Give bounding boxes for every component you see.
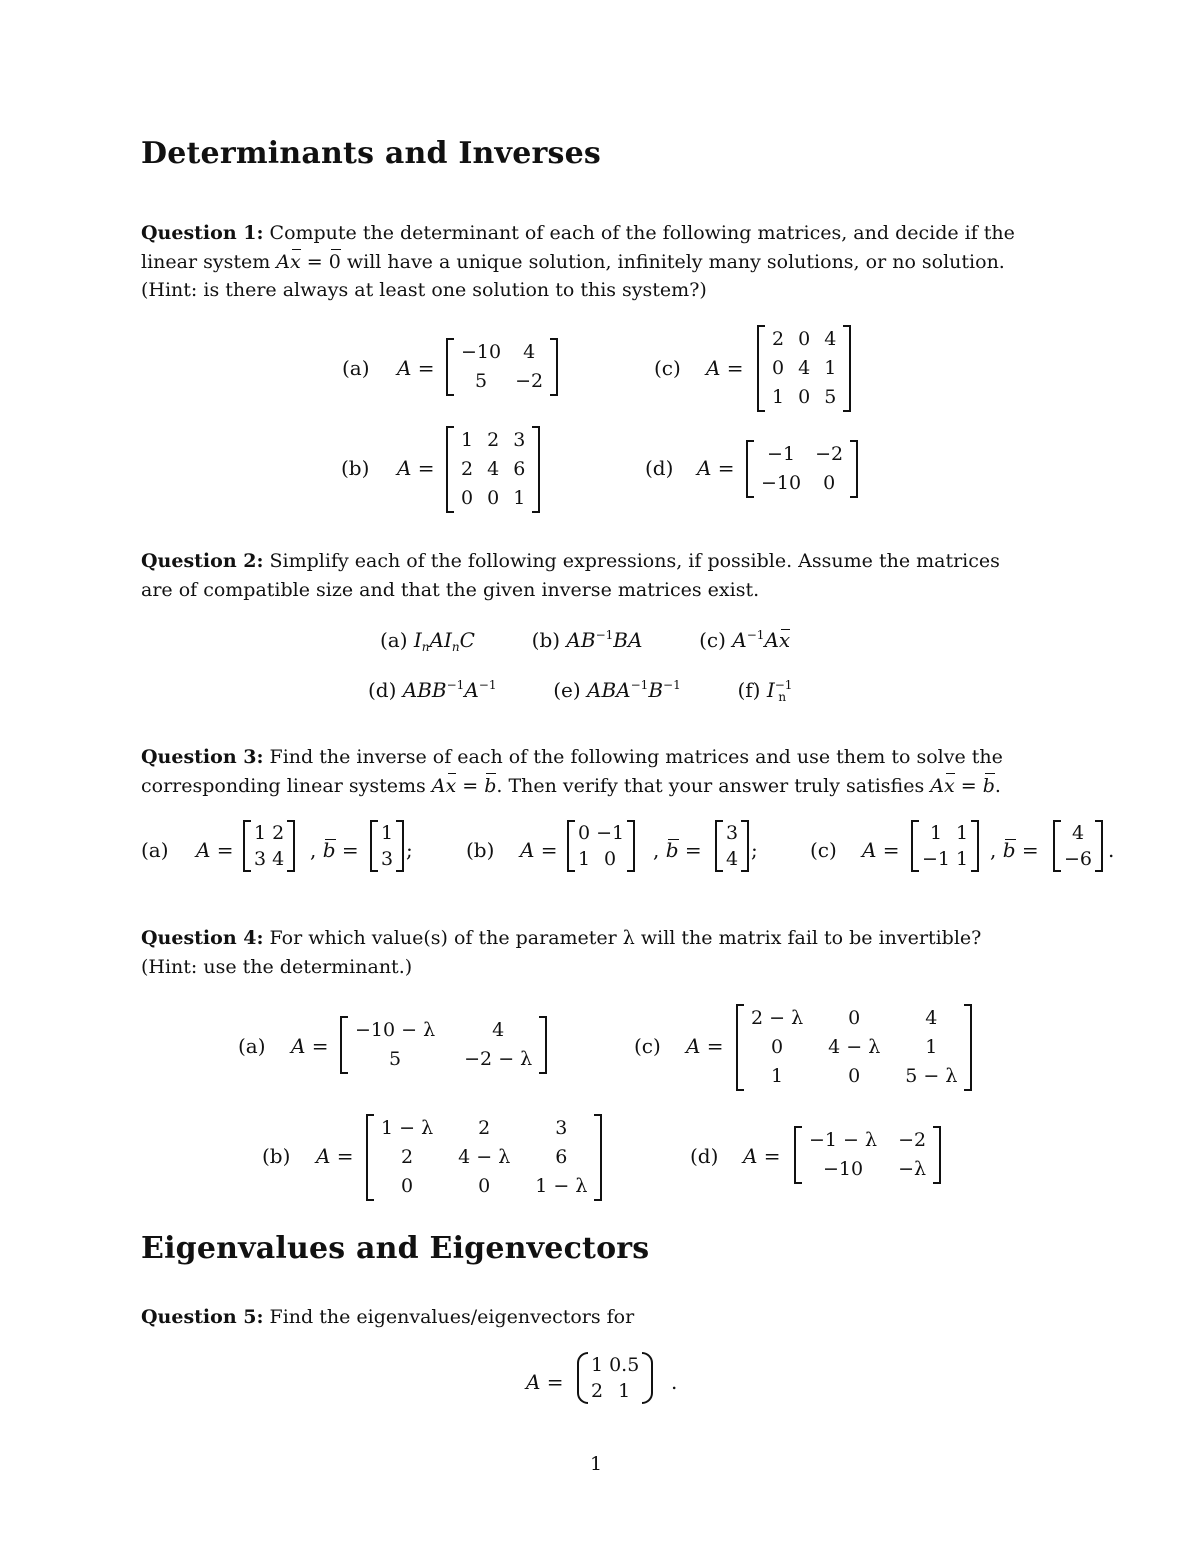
q5-line-1: Question 5: Find the eigenvalues/eigenvectors for: [141, 1306, 635, 1328]
q2-label: Question 2:: [141, 550, 264, 572]
q5-lhs: A =: [526, 1370, 564, 1394]
q4-line-2: (Hint: use the determinant.): [141, 955, 413, 978]
question-5: [141, 1303, 1071, 1332]
q4a-lhs: A =: [291, 1034, 329, 1058]
q3a-b-lhs: , b =: [310, 838, 359, 862]
q1d-label: (d): [645, 456, 674, 480]
q3a-sep: ;: [406, 838, 413, 862]
q1a-lhs: A =: [397, 356, 435, 380]
question-4: [141, 924, 1071, 981]
q1b-matrix: 1 2 3 2 4 6 0 0 1: [446, 426, 540, 513]
q3-line-2: corresponding linear systems Ax = b. Then verify that your answer truly satisfies Ax = b.: [141, 772, 1071, 801]
q3b-vector: 3 4: [715, 820, 749, 872]
q5-period: .: [671, 1370, 678, 1394]
q2-line-1: Question 2: Simplify each of the following expressions, if possible. Assume the matrices: [141, 550, 1000, 572]
q3b-matrix: 0 −1 1 0: [567, 820, 635, 872]
q5-label: Question 5:: [141, 1306, 264, 1328]
section-title-determinants: Determinants and Inverses: [141, 136, 601, 171]
q1d-matrix: −1 −2 −10 0: [746, 440, 858, 498]
q1a-matrix: −10 4 5 −2: [446, 338, 558, 396]
q3a-lhs: A =: [196, 838, 234, 862]
q3c-vector: 4 −6: [1053, 820, 1103, 872]
q3c-b-lhs: , b =: [990, 838, 1039, 862]
q4-label: Question 4:: [141, 927, 264, 949]
q1-line-1: Question 1: Compute the determinant of each of the following matrices, and decide if the: [141, 222, 1015, 244]
q1d-lhs: A =: [697, 456, 735, 480]
question-3: [141, 743, 1071, 800]
question-2: [141, 547, 1071, 604]
q1c-label: (c): [654, 356, 681, 380]
q2f-expr: (f) $I^{-1}_n$: [737, 678, 793, 704]
q3b-b-lhs: , b =: [653, 838, 702, 862]
q2b-expr: (b) $AB^{-1}BA$: [531, 628, 643, 652]
q3-line-1: Question 3: Find the inverse of each of the following matrices and use them to solve the: [141, 746, 1003, 768]
q2e-expr: (e) $ABA^{-1}B^{-1}$: [553, 678, 681, 702]
q4a-label: (a): [238, 1034, 266, 1058]
q1c-lhs: A =: [706, 356, 744, 380]
q4b-lhs: A =: [316, 1144, 354, 1168]
q4c-label: (c): [634, 1034, 661, 1058]
q3b-lhs: A =: [520, 838, 558, 862]
q3b-sep: ;: [751, 838, 758, 862]
q4b-label: (b): [262, 1144, 291, 1168]
q1-line-2: linear system Ax = 0 will have a unique solution, infinitely many solutions, or no solution.: [141, 248, 1071, 277]
q1-label: Question 1:: [141, 222, 264, 244]
q3c-sep: .: [1108, 838, 1115, 862]
q4-line-1: Question 4: For which value(s) of the parameter λ will the matrix fail to be invertible?: [141, 927, 982, 949]
q4c-lhs: A =: [686, 1034, 724, 1058]
q1c-matrix: 2 0 4 0 4 1 1 0 5: [757, 325, 851, 412]
q4d-label: (d): [690, 1144, 719, 1168]
q1a-label: (a): [342, 356, 370, 380]
q3c-matrix: 1 1 −1 1: [911, 820, 979, 872]
q3b-label: (b): [466, 838, 495, 862]
question-1: [141, 219, 1071, 305]
q2c-expr: (c) $A^{-1}Ax$: [699, 628, 791, 652]
q2-line-2: are of compatible size and that the given inverse matrices exist.: [141, 578, 760, 601]
q3c-lhs: A =: [862, 838, 900, 862]
q4a-matrix: −10 − λ 4 5 −2 − λ: [340, 1016, 547, 1074]
q2-row-2: [368, 678, 793, 704]
q2-row-1: [380, 628, 790, 654]
q4b-matrix: 1 − λ 2 3 2 4 − λ 6 0 0 1 − λ: [366, 1114, 602, 1201]
q2a-expr: (a) $I_nAI_nC$: [380, 628, 475, 654]
q4d-matrix: −1 − λ −2 −10 −λ: [794, 1126, 941, 1184]
q3c-label: (c): [810, 838, 837, 862]
section-title-eigen: Eigenvalues and Eigenvectors: [141, 1231, 650, 1266]
q2d-expr: (d) $ABB^{-1}A^{-1}$: [368, 678, 497, 702]
q5-matrix: 1 0.5 2 1: [577, 1352, 653, 1404]
q1b-lhs: A =: [397, 456, 435, 480]
q1b-label: (b): [341, 456, 370, 480]
q3a-label: (a): [141, 838, 169, 862]
q4d-lhs: A =: [743, 1144, 781, 1168]
q3a-matrix: 1 2 3 4: [243, 820, 295, 872]
q1-line-3: (Hint: is there always at least one solution to this system?): [141, 279, 707, 301]
q3a-vector: 1 3: [370, 820, 404, 872]
q4c-matrix: 2 − λ 0 4 0 4 − λ 1 1 0 5 − λ: [736, 1004, 972, 1091]
page-number: 1: [590, 1453, 603, 1475]
q3-label: Question 3:: [141, 746, 264, 768]
